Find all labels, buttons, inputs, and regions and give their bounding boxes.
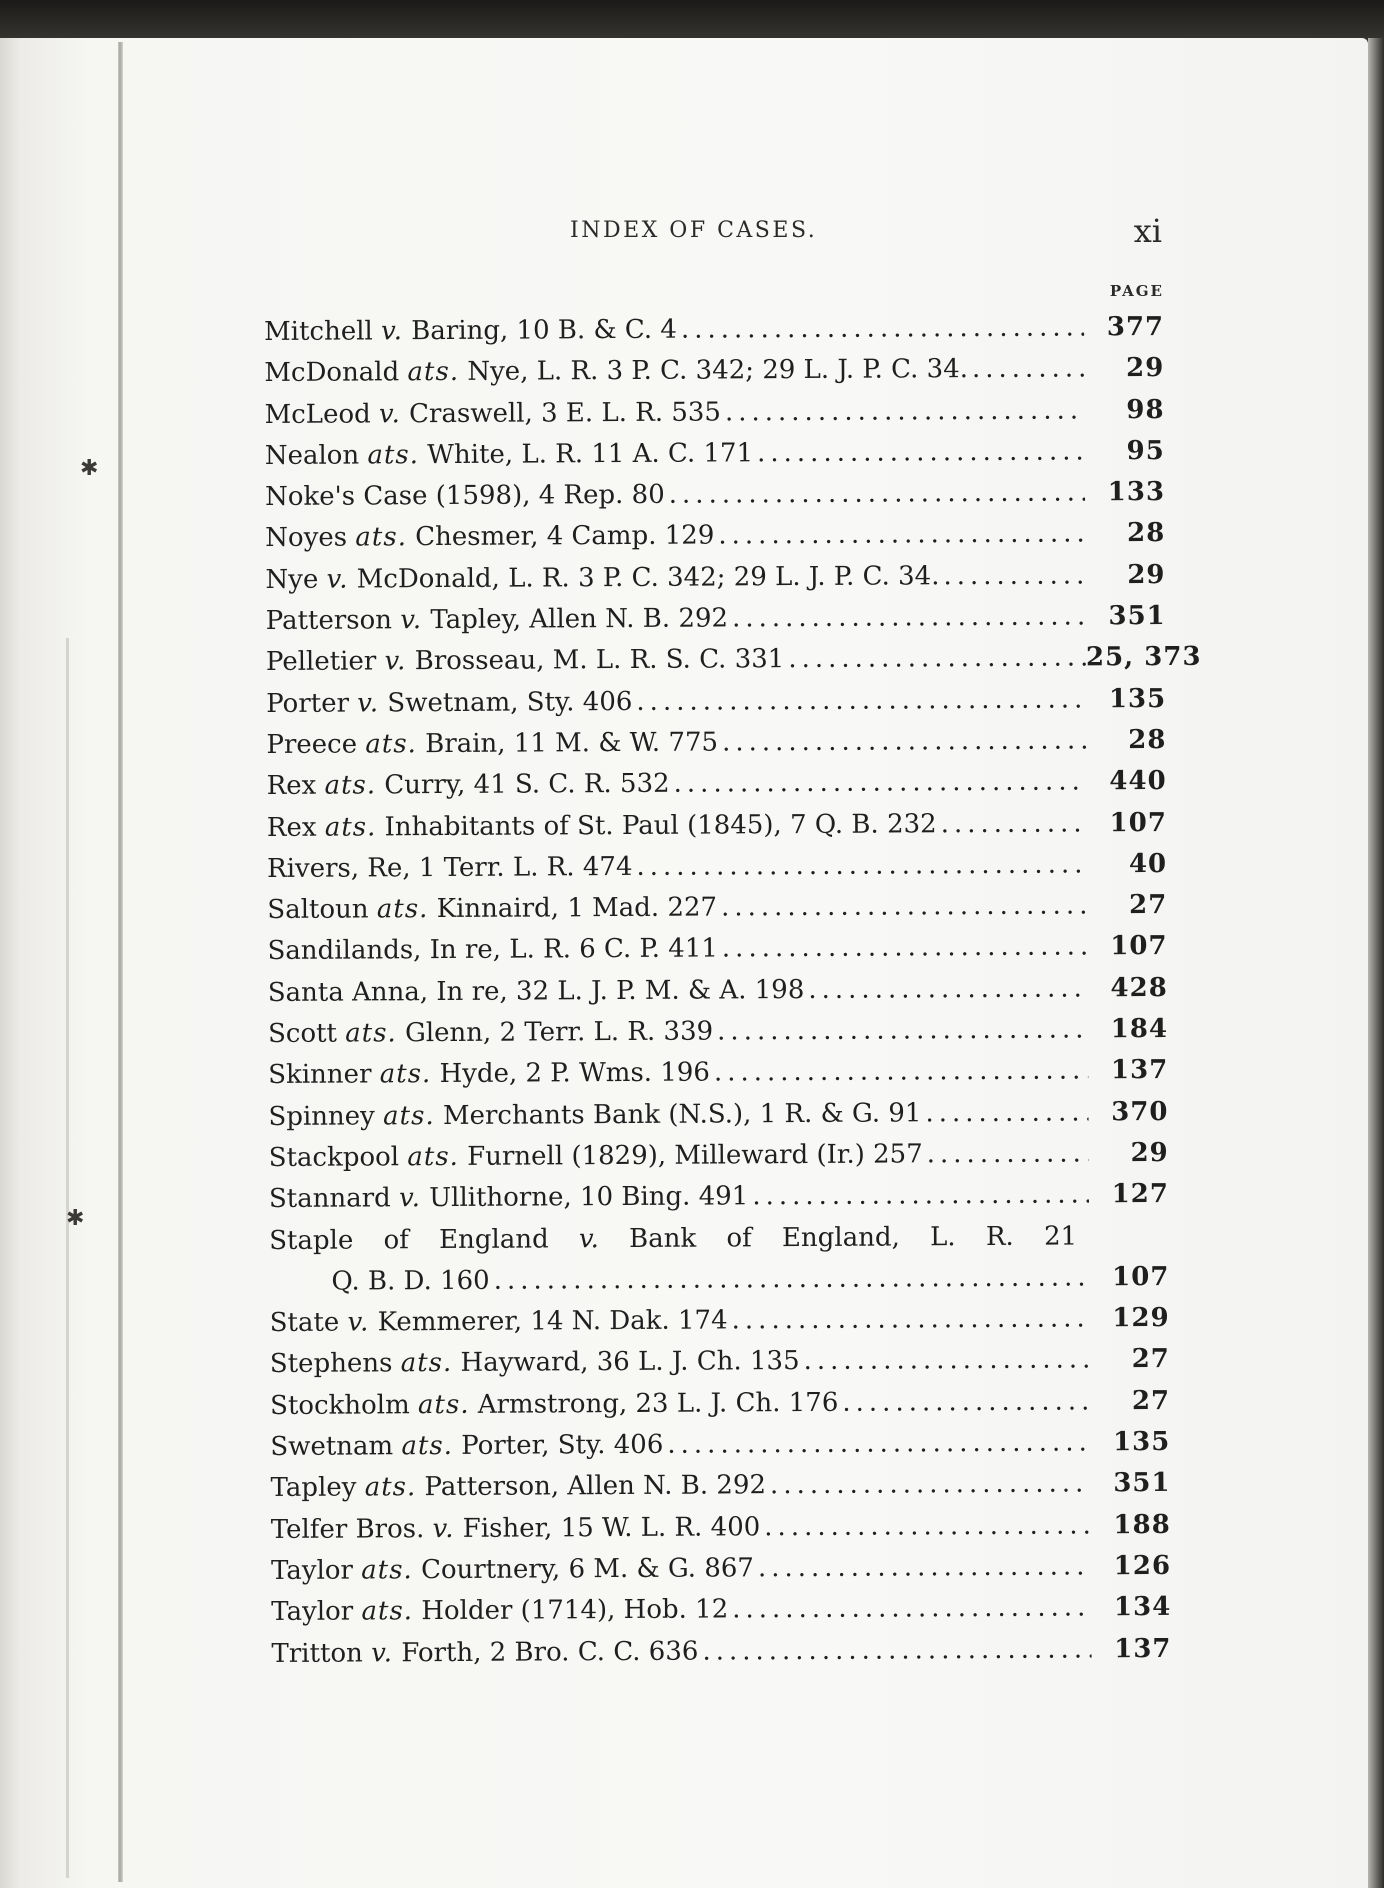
citation: Nye, L. R. 3 P. C. 342; 29 L. J. P. C. 34.: [458, 354, 969, 388]
dot-leader: [722, 927, 1088, 970]
relation-word: ats.: [361, 1596, 414, 1627]
citation: Furnell (1829), Milleward (Ir.) 257: [458, 1139, 923, 1172]
index-entry: [268, 968, 1168, 1014]
citation: Glenn, 2 Terr. L. R. 339: [396, 1016, 714, 1049]
index-entry: [265, 637, 1202, 683]
page-ref: 40: [1128, 848, 1168, 880]
party-name: McLeod: [264, 398, 380, 430]
index-entry: [268, 1092, 1168, 1138]
case-name: [267, 929, 718, 973]
page-ref: 27: [1131, 1385, 1171, 1416]
case-name: [267, 888, 717, 932]
page-ref: 351: [1113, 1468, 1171, 1499]
case-name: [270, 1383, 838, 1427]
case-name: [268, 1012, 713, 1056]
case-name: [269, 1134, 923, 1179]
case-name: [271, 1631, 698, 1675]
case-name: [270, 1466, 766, 1510]
index-entry: [266, 596, 1166, 642]
case-name: [267, 764, 670, 808]
party-name: Noke's Case (1598), 4 Rep. 80: [264, 479, 665, 513]
index-entry: [269, 1133, 1169, 1179]
page-ref: 25, 373: [1085, 642, 1202, 673]
page-ref: 107: [1109, 807, 1167, 838]
index-entry: [267, 803, 1167, 849]
page-ref: 188: [1113, 1509, 1171, 1540]
relation-word: ats.: [355, 522, 408, 553]
index-entry: [266, 720, 1166, 766]
page-ref: 370: [1111, 1096, 1169, 1127]
page-ref: 98: [1126, 394, 1165, 425]
index-entry-wrapped-line2: [269, 1257, 1169, 1303]
citation: Curry, 41 S. C. R. 532: [376, 769, 670, 801]
dot-leader: [636, 679, 1086, 723]
page-ref: 27: [1129, 890, 1168, 921]
citation: Baring, 10 B. & C. 4: [402, 314, 678, 347]
case-name: [268, 1093, 921, 1138]
page-ref: 137: [1110, 1055, 1169, 1086]
citation: Inhabitants of St. Paul (1845), 7 Q. B. 232: [376, 808, 937, 842]
relation-word: v.: [384, 646, 407, 677]
party-name: Sandilands, In re, L. R. 6 C. P. 411: [267, 933, 718, 967]
citation: Kinnaird, 1 Mad. 227: [428, 892, 718, 925]
case-name: [268, 970, 805, 1014]
party-name: Rivers, Re, 1 Terr. L. R. 474: [267, 851, 633, 884]
party-name: Nye: [265, 564, 327, 595]
running-title: INDEX OF CASES.: [570, 218, 818, 243]
relation-word: v.: [432, 1513, 455, 1544]
case-name: [265, 433, 754, 477]
party-name: Stockholm: [270, 1389, 419, 1421]
dot-leader: [972, 349, 1085, 391]
dot-leader: [673, 762, 1086, 806]
party-name: Saltoun: [267, 894, 377, 926]
word: of: [383, 1224, 409, 1255]
index-entry: [270, 1422, 1170, 1468]
citation: Kemmerer, 14 N. Dak. 174: [369, 1305, 728, 1338]
party-name: Noyes: [265, 522, 356, 554]
index-entry: [267, 885, 1167, 931]
dot-leader: [732, 1588, 1091, 1631]
page-ref: 129: [1112, 1303, 1170, 1334]
index-entry: [265, 472, 1165, 518]
dot-leader: [788, 638, 1086, 681]
party-name: Skinner: [268, 1059, 380, 1091]
page-ref: 28: [1126, 518, 1166, 549]
case-name: [264, 349, 968, 394]
relation-word: ats.: [401, 1430, 454, 1462]
relation-word: ats.: [407, 1141, 459, 1173]
relation-word: v.: [378, 398, 401, 429]
index-entry: [271, 1546, 1171, 1592]
page-ref: 440: [1109, 766, 1167, 797]
relation-word: ats.: [324, 770, 377, 801]
party-name: Patterson: [265, 605, 401, 637]
case-name: [264, 310, 677, 354]
dot-leader: [758, 1546, 1091, 1589]
relation-word: v.: [326, 564, 349, 595]
citation: Craswell, 3 E. L. R. 535: [400, 397, 722, 429]
party-name: Swetnam: [270, 1431, 402, 1462]
citation: Brain, 11 M. & W. 775: [416, 727, 719, 760]
dot-leader: [943, 555, 1085, 597]
citation: Chesmer, 4 Camp. 129: [406, 520, 715, 553]
word: 21: [1043, 1221, 1078, 1252]
relation-word: v.: [347, 1307, 370, 1338]
relation-word: ats.: [400, 1348, 453, 1379]
relation-word: v.: [357, 688, 380, 719]
index-entry: [271, 1587, 1171, 1633]
party-name: Rex: [266, 770, 325, 802]
page-ref: 29: [1127, 559, 1166, 590]
page-column-heading: PAGE: [1109, 282, 1164, 300]
party-name: Mitchell: [264, 316, 382, 347]
case-name: [271, 1590, 728, 1634]
binding-gutter: [118, 42, 123, 1882]
page-ref: 184: [1110, 1014, 1169, 1045]
party-name: Tritton: [271, 1637, 372, 1669]
page-ref: 134: [1113, 1592, 1172, 1623]
party-name: Stackpool: [268, 1142, 408, 1173]
dot-leader: [764, 1505, 1091, 1548]
ink-blot-mark: ✱: [80, 456, 99, 481]
word: of: [726, 1222, 752, 1253]
page-number: xi: [1133, 212, 1162, 250]
citation: Tapley, Allen N. B. 292: [422, 603, 729, 636]
dot-leader: [808, 968, 1088, 1011]
page-ref: 133: [1107, 477, 1166, 508]
dot-leader: [731, 1299, 1089, 1342]
party-name: Rex: [266, 812, 325, 843]
index-entry: [267, 926, 1167, 972]
page-ref: 377: [1106, 311, 1165, 343]
word: Bank: [629, 1223, 697, 1254]
party-name: Santa Anna, In re, 32 L. J. P. M. & A. 198: [267, 974, 805, 1008]
word: Staple: [269, 1225, 354, 1256]
case-name: [269, 1216, 1077, 1262]
word: L.: [930, 1221, 956, 1252]
dot-leader: [669, 473, 1086, 517]
citation: Courtnery, 6 M. & G. 867: [412, 1553, 754, 1586]
index-entry: [271, 1505, 1171, 1551]
page-ref: 127: [1111, 1179, 1170, 1210]
citation: Forth, 2 Bro. C. C. 636: [392, 1636, 699, 1668]
party-name: Taylor: [271, 1596, 362, 1628]
page-ref: 27: [1131, 1344, 1170, 1375]
party-name: Nealon: [264, 440, 368, 471]
index-entry: [268, 1009, 1168, 1055]
dot-leader: [757, 431, 1085, 474]
index-entry: [270, 1463, 1170, 1509]
relation-word: ats.: [376, 894, 429, 925]
dot-leader: [925, 1092, 1088, 1134]
index-entry: [266, 679, 1166, 725]
page-ref: 135: [1112, 1426, 1171, 1458]
case-name: [266, 598, 729, 642]
relation-word: ats.: [407, 357, 460, 388]
relation-word: ats.: [383, 1100, 435, 1131]
index-entry: [271, 1628, 1171, 1674]
case-name: [267, 847, 633, 890]
dot-leader: [803, 1340, 1090, 1383]
party-name: Stephens: [269, 1348, 401, 1380]
party-name: Tapley: [270, 1472, 365, 1504]
case-name: [267, 804, 937, 849]
index-entry: [264, 307, 1164, 353]
case-name: [271, 1548, 754, 1592]
page-ref: 428: [1110, 972, 1168, 1004]
index-entry: [264, 348, 1164, 394]
party-name: Pelletier: [265, 646, 385, 678]
citation: White, L. R. 11 A. C. 171: [418, 438, 754, 471]
index-entry: [270, 1381, 1170, 1427]
relation-word: ats.: [324, 811, 377, 843]
party-name: Preece: [266, 729, 366, 760]
page-edge-shadow: [66, 638, 69, 1878]
case-name: [266, 639, 785, 683]
dot-leader: [770, 1464, 1091, 1507]
dot-leader: [494, 1257, 1090, 1302]
citation: Hayward, 36 L. J. Ch. 135: [452, 1346, 800, 1379]
case-name: [266, 682, 632, 725]
index-entry: [267, 844, 1167, 890]
dot-leader: [927, 1133, 1089, 1175]
page-ref: 126: [1113, 1550, 1172, 1582]
party-name: McDonald: [264, 357, 408, 389]
index-entry: [270, 1298, 1170, 1344]
dot-leader: [717, 1009, 1088, 1052]
relation-word: v.: [400, 605, 423, 636]
page-ref: 95: [1126, 435, 1165, 467]
word: England: [439, 1223, 549, 1255]
citation: Porter, Sty. 406: [452, 1429, 664, 1461]
page-ref: 137: [1114, 1633, 1172, 1664]
citation: Hyde, 2 P. Wms. 196: [431, 1057, 710, 1090]
index-entry: [265, 513, 1165, 559]
dot-leader: [752, 1175, 1089, 1218]
case-name: [270, 1301, 728, 1345]
dot-leader: [718, 514, 1085, 557]
page-ref: 29: [1130, 1137, 1169, 1169]
dot-leader: [636, 844, 1087, 888]
party-name: Spinney: [268, 1100, 384, 1132]
party-name: Taylor: [270, 1555, 362, 1586]
case-name: [270, 1425, 663, 1468]
index-entry: [265, 555, 1165, 601]
word: R.: [985, 1221, 1014, 1252]
index-entry-wrapped-line1: [269, 1215, 1169, 1261]
dot-leader: [725, 390, 1085, 433]
party-name: Telfer Bros.: [270, 1513, 433, 1545]
citation: Armstrong, 23 L. J. Ch. 176: [469, 1387, 839, 1420]
relation-word: ats.: [367, 440, 420, 471]
index-entry: [269, 1174, 1169, 1220]
party-name: Scott: [267, 1018, 346, 1050]
page-ref: 28: [1128, 724, 1167, 756]
case-name: [264, 392, 721, 436]
ink-blot-mark: ✱: [66, 1206, 85, 1231]
citation: Brosseau, M. L. R. S. C. 331: [406, 644, 785, 677]
page-header: [570, 214, 1170, 254]
citation: McDonald, L. R. 3 P. C. 342; 29 L. J. P. C. 34.: [348, 561, 940, 595]
citation: Patterson, Allen N. B. 292: [416, 1470, 767, 1503]
citation: Swetnam, Sty. 406: [379, 686, 633, 719]
relation-word: v.: [381, 316, 404, 347]
index-entry: [264, 390, 1164, 436]
party-name: State: [269, 1307, 348, 1339]
page-ref: 107: [1112, 1261, 1170, 1293]
relation-word: ats.: [379, 1059, 432, 1090]
relation-word: v.: [371, 1637, 394, 1668]
relation-word: ats.: [361, 1555, 413, 1586]
dot-leader: [714, 1051, 1089, 1094]
party-name: Porter: [266, 688, 358, 719]
relation-word: v.: [578, 1223, 599, 1254]
relation-word: ats.: [345, 1018, 397, 1049]
citation: Q. B. D. 160: [331, 1265, 490, 1297]
relation-word: ats.: [417, 1389, 470, 1420]
case-name: [265, 475, 665, 519]
page-ref: 351: [1108, 601, 1166, 632]
index-entry: [267, 761, 1167, 807]
word: England,: [781, 1221, 900, 1253]
citation: Ullithorne, 10 Bing. 491: [420, 1181, 749, 1214]
page-ref: 29: [1126, 353, 1165, 384]
case-name: [266, 722, 718, 766]
citation: Holder (1714), Hob. 12: [412, 1594, 729, 1627]
case-name: [265, 556, 939, 601]
case-name: [270, 1341, 800, 1385]
dot-leader: [732, 596, 1086, 639]
relation-word: ats.: [365, 729, 417, 760]
case-name: [269, 1177, 749, 1221]
case-name: [271, 1507, 761, 1551]
index-entry: [268, 1050, 1168, 1096]
dot-leader: [722, 720, 1087, 763]
page-ref: 107: [1110, 931, 1168, 962]
citation: Merchants Bank (N.S.), 1 R. & G. 91: [434, 1097, 922, 1131]
case-name: [268, 1053, 710, 1097]
case-index-list: [264, 307, 1202, 1675]
dot-leader: [842, 1381, 1090, 1424]
index-entry: [265, 431, 1165, 477]
dot-leader: [667, 1422, 1090, 1466]
case-name: [265, 516, 714, 560]
dot-leader: [681, 307, 1084, 351]
citation: Fisher, 15 W. L. R. 400: [454, 1511, 761, 1544]
dot-leader: [941, 803, 1087, 845]
dot-leader: [721, 886, 1088, 929]
dot-leader: [702, 1629, 1091, 1672]
relation-word: ats.: [364, 1472, 417, 1503]
party-name: Stannard: [268, 1183, 400, 1215]
relation-word: v.: [398, 1183, 422, 1214]
index-entry: [270, 1339, 1170, 1385]
page-edge-right: [1368, 38, 1384, 1888]
page-ref: 135: [1108, 683, 1167, 714]
